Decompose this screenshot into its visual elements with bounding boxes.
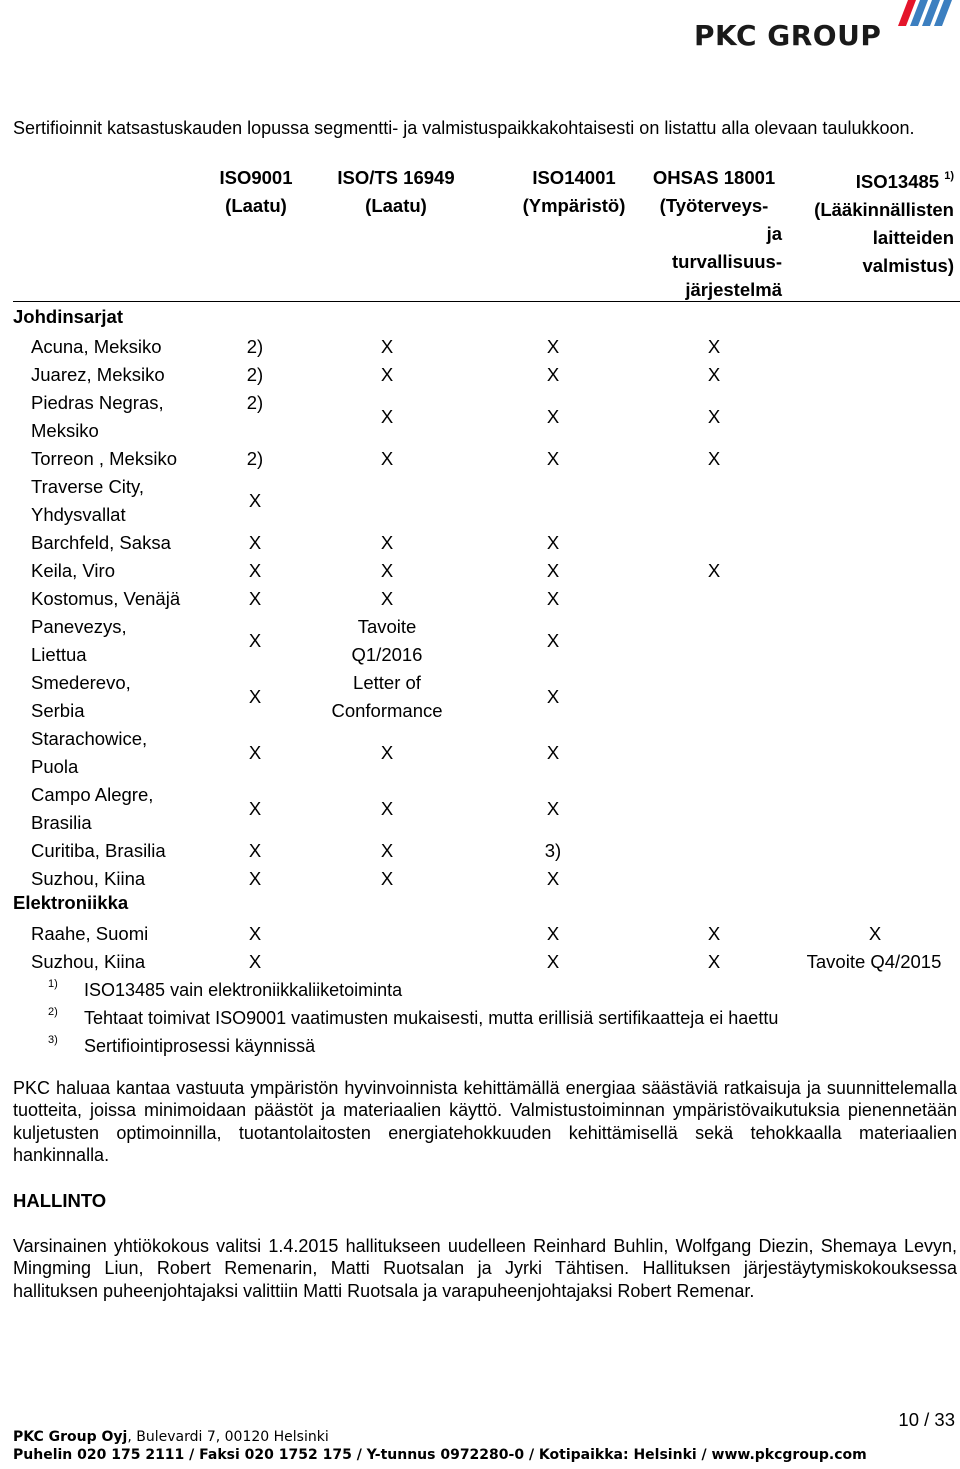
table-cell: X [546, 588, 560, 609]
table-cell: 3) [544, 840, 562, 861]
location-line: Suzhou, Kiina [31, 868, 146, 889]
table-cell: X [546, 406, 560, 427]
footnote-mark: 2) [48, 1006, 58, 1018]
location-line: Panevezys, [31, 616, 127, 637]
table-cell: X [380, 742, 394, 763]
location-line: Puola [31, 756, 79, 777]
table-cell: Tavoite Q4/2015 [806, 951, 942, 972]
footnote-text: Sertifiointiprosessi käynnissä [84, 1036, 316, 1056]
table-cell: X [380, 588, 394, 609]
table-cell: X [546, 532, 560, 553]
header-iso13485: ISO13485 $^{1)}$ (Lääkinnällisten laitteiden valmistus) [814, 170, 954, 277]
intro-paragraph: Sertifioinnit katsastuskauden lopussa segmentti- ja valmistuspaikkakohtaisesti on listattu alla olevaan taulukkoon. [13, 118, 915, 138]
table-cell: Tavoite Q1/2016 [351, 616, 423, 665]
table-cell: X [248, 868, 262, 889]
location-line: Raahe, Suomi [31, 923, 149, 944]
table-cell: X [707, 336, 721, 357]
table-cell: X [248, 840, 262, 861]
footnote-mark: 1) [48, 978, 58, 990]
table-cell: X [380, 532, 394, 553]
table-cell: X [707, 560, 721, 581]
table-cell: X [248, 490, 262, 511]
table-cell: X [546, 951, 560, 972]
table-cell: X [868, 923, 882, 944]
footer-contact-line: Puhelin 020 175 2111 / Faksi 020 1752 175 / Y-tunnus 0972280-0 / Kotipaikka: Helsinki / www.pkcgroup.com [13, 1447, 867, 1463]
footnote-mark: 3) [48, 1034, 58, 1046]
table-cell: 2) [246, 364, 264, 385]
table-cell: X [380, 840, 394, 861]
footnote-text: Tehtaat toimivat ISO9001 vaatimusten mukaisesti, mutta erillisiä sertifikaatteja ei haettu [84, 1008, 779, 1028]
header-isots16949: ISO/TS 16949 (Laatu) [337, 167, 455, 216]
certification-table [0, 164, 960, 1056]
table-cell: X [546, 923, 560, 944]
logo-stripes-icon [892, 0, 956, 26]
location-line: Suzhou, Kiina [31, 951, 146, 972]
table-cell: X [546, 560, 560, 581]
table-cell: X [380, 798, 394, 819]
location-line: Smederevo, [31, 672, 131, 693]
table-cell: X [380, 406, 394, 427]
table-cell: X [248, 532, 262, 553]
table-cell: X [707, 951, 721, 972]
footnote-text: ISO13485 vain elektroniikkaliiketoiminta [84, 980, 403, 1000]
location-line: Kostomus, Venäjä [31, 588, 181, 609]
environment-paragraph: PKC haluaa kantaa vastuuta ympäristön hyvinvoinnista kehittämällä energiaa säästäviä ratkaisuja ja suunnittelemalla tuotteita, joissa minimoidaan päästöt ja materiaalien käyttö. Valmistustoiminnan ympäristövaikutuksia pienennetään kuljetusten optimoinnilla, tuotantolaitosten energiatehokkuuden kehittämisellä sekä tehokkaalla materiaalien hankinnalla. [13, 1078, 957, 1165]
location-line: Torreon , Meksiko [31, 448, 177, 469]
table-cell: X [248, 588, 262, 609]
table-cell: 2) [246, 392, 264, 413]
table-cell: X [546, 336, 560, 357]
hallinto-heading: HALLINTO [13, 1190, 107, 1211]
table-cell: X [248, 560, 262, 581]
hallinto-paragraph: Varsinainen yhtiökokous valitsi 1.4.2015 hallitukseen uudelleen Reinhard Buhlin, Wolfgang Diezin, Shemaya Levyn, Mingming Liun, Robert Remenarin, Matti Ruotsalan ja Jyrki Tähtisen. Hallituksen järjestäytymiskokouksessa hallituksen puheenjohtajaksi valittiin Matti Ruotsala ja varapuheenjohtajaksi Robert Remenar. [13, 1236, 957, 1301]
table-cell: X [380, 364, 394, 385]
table-cell: X [248, 686, 262, 707]
table-cell: X [707, 406, 721, 427]
table-cell: X [707, 923, 721, 944]
table-cell: X [380, 868, 394, 889]
section-elektroniikka: Elektroniikka [13, 892, 129, 913]
table-cell: X [248, 630, 262, 651]
table-cell: X [380, 560, 394, 581]
table-cell: X [707, 364, 721, 385]
table-cell: X [248, 798, 262, 819]
table-cell: 2) [246, 336, 264, 357]
location-line: Traverse City, [31, 476, 145, 497]
table-cell: Letter of Conformance [331, 672, 443, 721]
location-line: Juarez, Meksiko [31, 364, 165, 385]
table-cell: 2) [246, 448, 264, 469]
header-iso9001: ISO9001 (Laatu) [219, 167, 293, 216]
table-cell: X [546, 686, 560, 707]
table-cell: X [546, 364, 560, 385]
section-johdinsarjat: Johdinsarjat [13, 306, 123, 327]
table-cell: X [248, 742, 262, 763]
table-cell: X [707, 448, 721, 469]
footer-contact [13, 1428, 867, 1464]
footer-address: , Bulevardi 7, 00120 Helsinki [127, 1429, 329, 1445]
location-line: Barchfeld, Saksa [31, 532, 171, 553]
location-line: Curitiba, Brasilia [31, 840, 166, 861]
location-line: Serbia [31, 700, 85, 721]
header-divider [13, 301, 960, 302]
table-cell: X [248, 923, 262, 944]
location-line: Keila, Viro [31, 560, 115, 581]
table-cell: X [546, 448, 560, 469]
footer-company: PKC Group Oyj [13, 1429, 128, 1445]
pkc-group-logo [694, 0, 956, 52]
table-cell: X [546, 868, 560, 889]
table-cell: X [380, 448, 394, 469]
location-line: Piedras Negras, [31, 392, 164, 413]
location-line: Starachowice, [31, 728, 148, 749]
logo-text: PKC GROUP [694, 19, 882, 52]
location-line: Liettua [31, 644, 87, 665]
table-cell: X [546, 742, 560, 763]
location-line: Acuna, Meksiko [31, 336, 162, 357]
location-line: Campo Alegre, [31, 784, 154, 805]
table-cell: X [546, 798, 560, 819]
header-ohsas18001: OHSAS 18001 (Työterveys- ja turvallisuus- järjestelmä [652, 167, 782, 300]
location-line: Yhdysvallat [31, 504, 126, 525]
table-cell: X [248, 951, 262, 972]
table-cell: X [546, 630, 560, 651]
location-line: Brasilia [31, 812, 92, 833]
page-number: 10 / 33 [898, 1409, 955, 1430]
table-cell: X [380, 336, 394, 357]
location-line: Meksiko [31, 420, 99, 441]
header-iso14001: ISO14001 (Ympäristö) [522, 167, 626, 216]
